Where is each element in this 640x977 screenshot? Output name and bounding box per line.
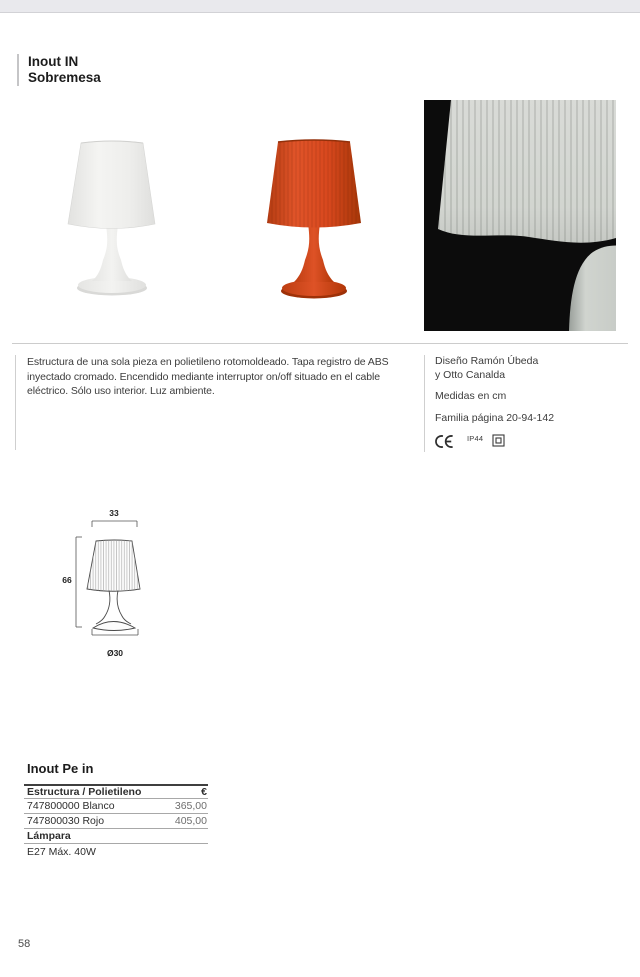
table-header-row bbox=[24, 784, 208, 799]
description-text: Estructura de una sola pieza en polietileno rotomoldeado. Tapa registro de ABS inyectado cromado. Encendido mediante interruptor on/off situado en el cable eléctrico. Sólo uso interior. Luz ambiente. bbox=[27, 356, 389, 397]
table-header-label: Estructura / Polietileno bbox=[27, 786, 142, 798]
dimension-drawing bbox=[58, 502, 166, 660]
product-title-block bbox=[17, 54, 101, 86]
lamp-spec: E27 Máx. 40W bbox=[27, 845, 96, 858]
article-price: 365,00 bbox=[174, 800, 207, 812]
dim-base-label: Ø30 bbox=[106, 648, 124, 658]
article-number: 747800030 Rojo bbox=[27, 815, 105, 827]
ce-mark-icon bbox=[435, 434, 459, 449]
title-accent-bar bbox=[17, 54, 19, 86]
detail-photo bbox=[424, 100, 616, 331]
red-lamp-image bbox=[262, 133, 366, 301]
page-title-line1: Inout IN bbox=[28, 54, 79, 69]
table-header-currency: € bbox=[201, 786, 207, 798]
price-table-title: Inout Pe in bbox=[27, 761, 94, 776]
dim-height-label: 66 bbox=[62, 575, 72, 585]
section-row-lampara bbox=[24, 829, 208, 844]
class-ii-icon bbox=[492, 434, 505, 447]
family-page-ref: Familia página 20-94-142 bbox=[435, 411, 555, 424]
page-title-line2: Sobremesa bbox=[28, 70, 101, 85]
price-row-rojo bbox=[24, 814, 208, 829]
section-divider bbox=[12, 343, 628, 344]
white-lamp-image bbox=[55, 130, 170, 300]
top-band bbox=[0, 0, 640, 13]
description-column bbox=[15, 355, 415, 450]
designer-credit-line1: Diseño Ramón Úbeda bbox=[435, 355, 539, 367]
certification-row bbox=[435, 434, 624, 449]
section-label: Lámpara bbox=[27, 830, 71, 842]
info-column bbox=[424, 355, 624, 452]
ip44-rating: IP44 bbox=[467, 434, 484, 443]
page-title bbox=[28, 54, 101, 86]
price-table bbox=[24, 784, 208, 859]
page-number: 58 bbox=[18, 938, 31, 950]
measures-note: Medidas en cm bbox=[435, 390, 507, 402]
lamp-spec-row bbox=[24, 844, 208, 859]
dim-width-label: 33 bbox=[109, 508, 119, 518]
article-price: 405,00 bbox=[174, 815, 207, 827]
article-number: 747800000 Blanco bbox=[27, 800, 115, 812]
price-row-blanco bbox=[24, 799, 208, 814]
designer-credit-line2: y Otto Canalda bbox=[435, 368, 506, 381]
